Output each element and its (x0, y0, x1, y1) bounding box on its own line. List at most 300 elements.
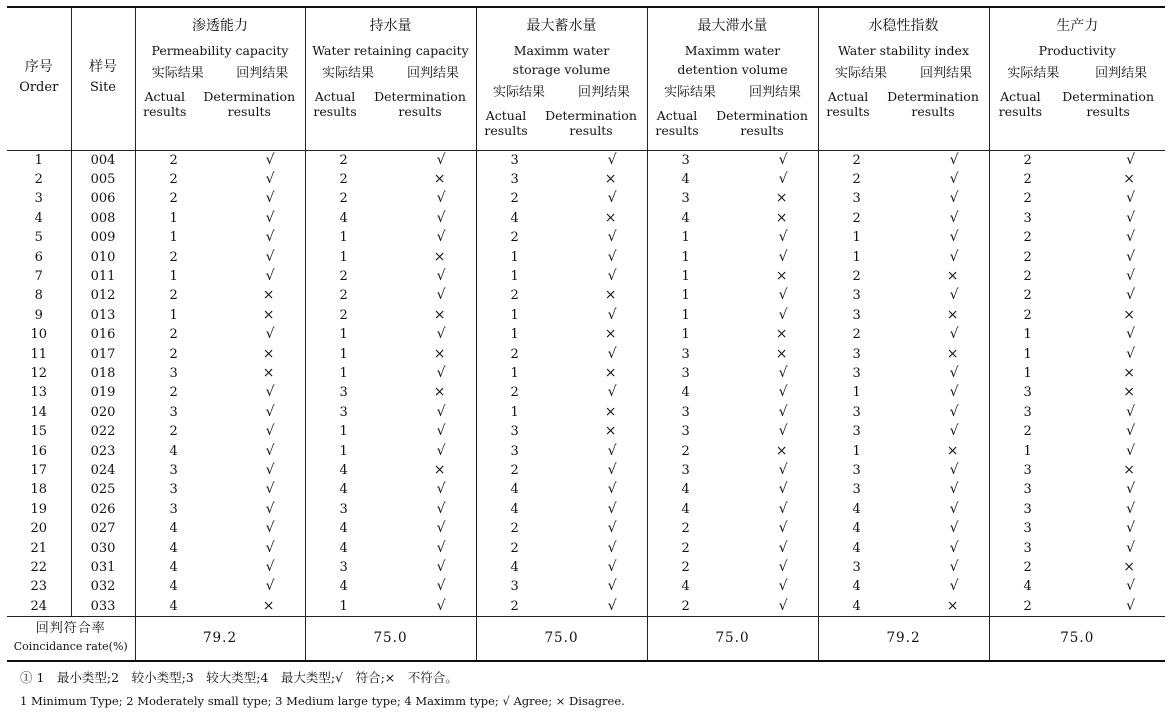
actual-cell: 2 (647, 596, 732, 616)
determination-cell: √ (607, 345, 617, 362)
actual-cell: 1 (647, 286, 732, 305)
determination-cell: × (1123, 306, 1135, 323)
actual-cell: 2 (135, 247, 220, 266)
table-body (7, 150, 1165, 616)
determination-cell: √ (949, 326, 959, 343)
determination-cell: √ (778, 287, 788, 304)
actual-cell: 2 (135, 325, 220, 344)
site-cell: 016 (71, 325, 135, 344)
actual-cell: 3 (989, 480, 1077, 499)
determination-cell: × (946, 597, 959, 614)
actual-cell: 1 (476, 247, 561, 266)
determination-cell: √ (778, 461, 788, 478)
table-row (7, 577, 1165, 596)
actual-cell: 1 (476, 325, 561, 344)
determination-results-cn: 回判结果 (748, 85, 801, 100)
determination-cell: √ (436, 520, 446, 537)
table-row (7, 306, 1165, 325)
determination-cell: √ (949, 248, 959, 265)
actual-cell: 1 (305, 596, 390, 616)
actual-cell: 1 (989, 441, 1077, 460)
group-title-cn: 生产力 (1056, 18, 1099, 34)
sub-header-cn (990, 65, 1166, 83)
determination-cell: √ (1126, 520, 1135, 537)
actual-cell: 3 (476, 577, 561, 596)
determination-results-cn: 回判结果 (577, 85, 630, 100)
determination-cell: √ (265, 268, 275, 285)
actual-cell: 3 (818, 403, 903, 422)
determination-cell: √ (778, 171, 788, 188)
actual-cell: 3 (647, 344, 732, 363)
determination-cell: √ (949, 287, 959, 304)
determination-cell: √ (949, 403, 959, 420)
coincidence-rate-label-en: Coincidance rate(%) (13, 640, 128, 654)
actual-cell: 2 (305, 306, 390, 325)
table-row (7, 596, 1165, 616)
determination-cell: √ (778, 423, 788, 440)
table-row (7, 325, 1165, 344)
actual-cell: 4 (989, 577, 1077, 596)
coincidence-rate-label (7, 616, 135, 661)
note-cn: ① 1 最小类型;2 较小类型;3 较大类型;4 最大类型;√ 符合;× 不符合。 (20, 670, 458, 685)
determination-cell: √ (778, 558, 788, 575)
site-cell: 013 (71, 306, 135, 325)
determination-cell: √ (1126, 481, 1135, 498)
determination-cell: √ (778, 578, 788, 595)
determination-cell: √ (436, 539, 446, 556)
site-header-en: Site (90, 80, 116, 95)
actual-cell: 3 (476, 441, 561, 460)
determination-cell: √ (607, 597, 617, 614)
order-cell: 20 (30, 521, 48, 537)
actual-results-cn: 实际结果 (834, 66, 887, 81)
determination-cell: √ (778, 248, 788, 265)
determination-cell: × (946, 268, 959, 285)
actual-cell: 2 (476, 189, 561, 208)
determination-cell: × (775, 190, 788, 207)
actual-cell: 3 (647, 364, 732, 383)
order-cell: 24 (30, 598, 48, 614)
determination-cell: √ (265, 151, 275, 168)
determination-cell: √ (607, 190, 617, 207)
table-row (7, 247, 1165, 266)
actual-cell: 2 (135, 383, 220, 402)
determination-cell: √ (436, 500, 446, 517)
determination-cell: √ (436, 558, 446, 575)
actual-cell: 4 (647, 480, 732, 499)
actual-cell: 2 (476, 461, 561, 480)
determination-cell: × (1123, 384, 1135, 401)
determination-cell: √ (607, 539, 617, 556)
actual-cell: 1 (818, 247, 903, 266)
group-title-en: Water stability index (837, 43, 970, 58)
actual-cell: 4 (647, 383, 732, 402)
actual-cell: 2 (989, 306, 1077, 325)
determination-cell: × (433, 461, 446, 478)
sub-header-en (819, 89, 989, 119)
table-row (7, 538, 1165, 557)
actual-cell: 2 (647, 538, 732, 557)
actual-cell: 2 (989, 228, 1077, 247)
actual-cell: 1 (305, 247, 390, 266)
determination-cell: √ (436, 326, 446, 343)
actual-cell: 2 (989, 558, 1077, 577)
determination-cell: √ (949, 481, 959, 498)
site-cell: 012 (71, 286, 135, 305)
determination-cell: √ (607, 558, 617, 575)
determination-cell: √ (607, 461, 617, 478)
site-cell: 019 (71, 383, 135, 402)
actual-cell: 3 (818, 344, 903, 363)
actual-cell: 3 (989, 403, 1077, 422)
determination-cell: √ (607, 520, 617, 537)
determination-results-en: Determination results (203, 89, 296, 119)
group-title-en: storage volume (512, 62, 611, 77)
determination-cell: √ (265, 384, 275, 401)
actual-cell: 2 (989, 596, 1077, 616)
actual-results-cn: 实际结果 (321, 66, 374, 81)
site-cell: 026 (71, 500, 135, 519)
actual-cell: 3 (989, 209, 1077, 228)
determination-cell: √ (949, 229, 959, 246)
actual-cell: 3 (818, 480, 903, 499)
determination-cell: √ (778, 384, 788, 401)
determination-cell: √ (436, 403, 446, 420)
coincidence-rate-label-cn: 回判符合率 (35, 621, 106, 637)
determination-cell: √ (949, 520, 959, 537)
site-cell: 025 (71, 480, 135, 499)
determination-cell: √ (436, 364, 446, 381)
site-cell: 018 (71, 364, 135, 383)
determination-cell: √ (949, 539, 959, 556)
order-cell: 9 (34, 307, 43, 323)
determination-cell: √ (1126, 326, 1135, 343)
order-cell: 7 (34, 269, 43, 285)
site-cell: 031 (71, 558, 135, 577)
determination-cell: √ (265, 578, 275, 595)
actual-cell: 4 (476, 558, 561, 577)
determination-cell: √ (778, 520, 788, 537)
site-cell: 011 (71, 267, 135, 286)
actual-cell: 3 (476, 170, 561, 189)
determination-cell: √ (778, 597, 788, 614)
site-cell: 030 (71, 538, 135, 557)
determination-cell: × (262, 306, 275, 323)
determination-cell: √ (1126, 597, 1135, 614)
actual-cell: 2 (305, 286, 390, 305)
order-header-en: Order (19, 80, 59, 95)
determination-cell: √ (949, 151, 959, 168)
actual-cell: 2 (476, 383, 561, 402)
actual-cell: 1 (305, 422, 390, 441)
site-cell: 004 (71, 150, 135, 170)
actual-cell: 3 (989, 538, 1077, 557)
sub-header-cn (306, 65, 476, 83)
actual-cell: 2 (818, 150, 903, 170)
order-cell: 5 (34, 230, 43, 246)
actual-cell: 1 (476, 403, 561, 422)
determination-cell: √ (1126, 578, 1135, 595)
actual-cell: 1 (647, 247, 732, 266)
determination-cell: √ (778, 364, 788, 381)
group-title-en: Water retaining capacity (312, 43, 469, 58)
table-row (7, 150, 1165, 170)
determination-results-en: Determination results (716, 108, 808, 138)
determination-cell: × (433, 171, 446, 188)
actual-cell: 2 (476, 344, 561, 363)
determination-cell: √ (265, 248, 275, 265)
determination-cell: √ (1126, 248, 1135, 265)
determination-cell: √ (778, 151, 788, 168)
actual-cell: 1 (135, 209, 220, 228)
table-row (7, 383, 1165, 402)
determination-cell: × (1123, 461, 1135, 478)
determination-cell: √ (265, 500, 275, 517)
determination-cell: × (604, 423, 617, 440)
actual-cell: 2 (647, 519, 732, 538)
actual-cell: 2 (989, 247, 1077, 266)
determination-cell: × (604, 287, 617, 304)
actual-cell: 2 (647, 441, 732, 460)
actual-cell: 3 (135, 461, 220, 480)
determination-cell: × (262, 597, 275, 614)
determination-cell: √ (436, 423, 446, 440)
determination-cell: √ (265, 461, 275, 478)
determination-cell: √ (607, 481, 617, 498)
actual-cell: 3 (818, 558, 903, 577)
table-notes (20, 668, 625, 708)
determination-cell: × (775, 268, 788, 285)
determination-cell: √ (778, 229, 788, 246)
determination-cell: √ (265, 442, 275, 459)
determination-cell: √ (265, 520, 275, 537)
table-row (7, 170, 1165, 189)
actual-cell: 2 (476, 228, 561, 247)
determination-cell: × (1123, 171, 1135, 188)
determination-cell: × (946, 306, 959, 323)
actual-results-cn: 实际结果 (663, 85, 716, 100)
order-cell: 16 (30, 443, 48, 459)
determination-cell: √ (1126, 287, 1135, 304)
order-cell: 14 (30, 404, 48, 420)
actual-cell: 1 (818, 441, 903, 460)
group-header-max-storage (476, 7, 647, 150)
determination-results-cn: 回判结果 (1095, 66, 1148, 81)
actual-cell: 2 (647, 558, 732, 577)
determination-cell: √ (778, 539, 788, 556)
header-row (7, 7, 1165, 150)
determination-results-en: Determination results (887, 89, 979, 119)
determination-cell: √ (607, 306, 617, 323)
actual-cell: 3 (989, 519, 1077, 538)
actual-cell: 1 (135, 228, 220, 247)
actual-results-en: Actual results (655, 108, 699, 138)
determination-cell: √ (1126, 423, 1135, 440)
sub-header-en (136, 89, 305, 119)
actual-cell: 3 (818, 422, 903, 441)
determination-cell: √ (778, 403, 788, 420)
actual-cell: 4 (305, 538, 390, 557)
determination-cell: √ (265, 423, 275, 440)
determination-cell: × (775, 209, 788, 226)
site-cell: 020 (71, 403, 135, 422)
actual-cell: 1 (647, 267, 732, 286)
actual-cell: 2 (305, 189, 390, 208)
determination-cell: √ (265, 171, 275, 188)
determination-cell: √ (436, 190, 446, 207)
group-header-productivity (989, 7, 1165, 150)
actual-cell: 3 (989, 461, 1077, 480)
table-row (7, 519, 1165, 538)
site-cell: 008 (71, 209, 135, 228)
determination-results-cn: 回判结果 (236, 66, 289, 81)
rate-value-water-retaining: 75.0 (305, 616, 476, 661)
rate-value-permeability: 79.2 (135, 616, 305, 661)
determination-cell: √ (607, 384, 617, 401)
table-row (7, 500, 1165, 519)
determination-cell: √ (436, 578, 446, 595)
site-cell: 022 (71, 422, 135, 441)
actual-results-cn: 实际结果 (492, 85, 545, 100)
order-cell: 23 (30, 579, 48, 595)
table-row (7, 228, 1165, 247)
actual-cell: 3 (647, 403, 732, 422)
determination-cell: √ (436, 442, 446, 459)
sub-header-cn (477, 84, 647, 102)
determination-cell: √ (607, 229, 617, 246)
determination-cell: × (262, 287, 275, 304)
table-row (7, 558, 1165, 577)
determination-cell: √ (607, 268, 617, 285)
table-row (7, 461, 1165, 480)
determination-results-cn: 回判结果 (406, 66, 459, 81)
determination-cell: √ (1126, 345, 1135, 362)
sub-header-en (477, 108, 647, 138)
determination-cell: √ (265, 229, 275, 246)
actual-cell: 1 (135, 267, 220, 286)
sub-header-en (990, 89, 1166, 119)
table-row (7, 344, 1165, 363)
actual-cell: 3 (135, 500, 220, 519)
actual-cell: 4 (135, 596, 220, 616)
determination-cell: √ (949, 461, 959, 478)
actual-cell: 4 (305, 461, 390, 480)
rate-value-productivity: 75.0 (989, 616, 1165, 661)
group-title-en: Productivity (1038, 43, 1116, 58)
determination-cell: √ (949, 578, 959, 595)
determination-cell: × (262, 364, 275, 381)
actual-results-en: Actual results (826, 89, 870, 119)
actual-cell: 1 (818, 383, 903, 402)
determination-cell: √ (436, 151, 446, 168)
determination-cell: √ (949, 423, 959, 440)
determination-cell: √ (265, 539, 275, 556)
actual-cell: 2 (818, 170, 903, 189)
determination-cell: √ (1126, 500, 1135, 517)
determination-cell: √ (436, 287, 446, 304)
determination-results-en: Determination results (1062, 89, 1155, 119)
actual-cell: 2 (818, 267, 903, 286)
actual-results-en: Actual results (998, 89, 1043, 119)
determination-cell: √ (607, 151, 617, 168)
actual-cell: 4 (135, 519, 220, 538)
coincidence-rate-row (7, 616, 1165, 661)
site-cell: 027 (71, 519, 135, 538)
actual-cell: 3 (818, 306, 903, 325)
order-cell: 22 (30, 559, 48, 575)
determination-cell: √ (436, 209, 446, 226)
site-cell: 010 (71, 247, 135, 266)
actual-cell: 1 (647, 325, 732, 344)
actual-cell: 3 (135, 364, 220, 383)
order-cell: 21 (30, 540, 48, 556)
group-title-en: detention volume (677, 62, 788, 77)
actual-cell: 3 (647, 461, 732, 480)
actual-cell: 2 (305, 150, 390, 170)
determination-cell: × (433, 248, 446, 265)
order-cell: 1 (34, 152, 43, 168)
group-title-cn: 最大滞水量 (697, 18, 768, 34)
actual-cell: 4 (647, 209, 732, 228)
actual-cell: 2 (989, 189, 1077, 208)
actual-results-cn: 实际结果 (151, 66, 204, 81)
determination-cell: × (775, 326, 788, 343)
actual-cell: 1 (647, 306, 732, 325)
actual-cell: 2 (135, 150, 220, 170)
note-en: 1 Minimum Type; 2 Moderately small type; 3 Medium large type; 4 Maximm type; √ Agree; × Disagree. (20, 694, 625, 708)
order-cell: 3 (34, 191, 43, 207)
actual-cell: 1 (476, 306, 561, 325)
determination-cell: × (604, 326, 617, 343)
rate-value-water-stability: 79.2 (818, 616, 989, 661)
actual-cell: 4 (135, 441, 220, 460)
determination-cell: × (946, 345, 959, 362)
determination-cell: √ (1126, 539, 1135, 556)
order-cell: 17 (30, 462, 48, 478)
actual-cell: 3 (135, 480, 220, 499)
actual-cell: 4 (647, 577, 732, 596)
actual-cell: 1 (476, 364, 561, 383)
actual-cell: 3 (305, 500, 390, 519)
actual-cell: 2 (135, 189, 220, 208)
determination-cell: × (262, 345, 275, 362)
determination-cell: √ (436, 597, 446, 614)
actual-cell: 2 (135, 422, 220, 441)
actual-cell: 1 (989, 364, 1077, 383)
actual-cell: 3 (305, 558, 390, 577)
determination-cell: × (433, 345, 446, 362)
table-row (7, 480, 1165, 499)
actual-cell: 2 (135, 344, 220, 363)
determination-results-cn: 回判结果 (919, 66, 972, 81)
actual-cell: 4 (135, 577, 220, 596)
actual-cell: 4 (476, 209, 561, 228)
order-cell: 4 (34, 210, 43, 226)
actual-cell: 3 (818, 364, 903, 383)
actual-cell: 3 (818, 286, 903, 305)
results-table (7, 6, 1165, 662)
site-cell: 023 (71, 441, 135, 460)
determination-cell: √ (265, 481, 275, 498)
actual-cell: 4 (818, 596, 903, 616)
determination-cell: × (775, 345, 788, 362)
actual-cell: 2 (135, 286, 220, 305)
determination-cell: √ (1126, 209, 1135, 226)
sub-header-cn (136, 65, 305, 83)
actual-cell: 1 (989, 325, 1077, 344)
determination-cell: √ (607, 500, 617, 517)
actual-results-cn: 实际结果 (1007, 66, 1060, 81)
